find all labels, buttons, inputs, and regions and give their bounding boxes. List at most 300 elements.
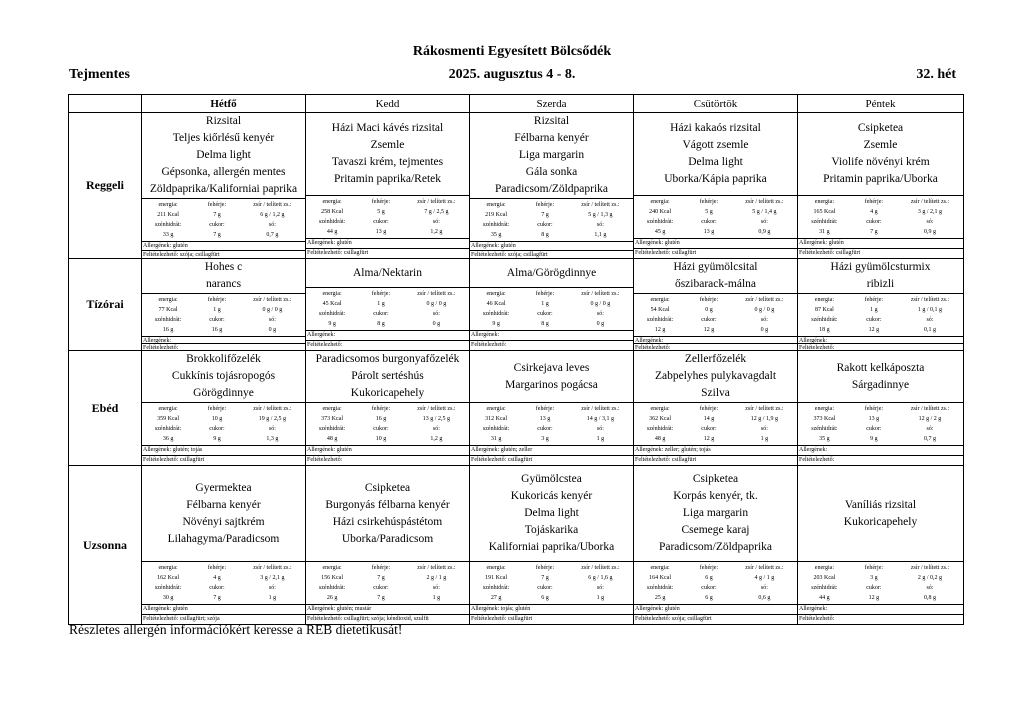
week-number: 32. hét	[916, 67, 956, 82]
nutrition-value: 164 Kcal	[649, 575, 671, 581]
nutrition-value: 1 g	[596, 436, 605, 442]
nutrition-value: cukor:	[866, 585, 882, 591]
nutrition-value: 12 g	[868, 327, 880, 333]
nutrition-value: szénhidrát:	[318, 219, 346, 225]
nutrition-value: 0 g	[705, 307, 713, 313]
allergen-line: Allergének: glutén	[306, 239, 469, 249]
day-header-friday: Péntek	[798, 95, 964, 113]
nutrition-value: zsír / telített zs.:	[253, 202, 292, 208]
nutrition-value: 25 g	[654, 595, 666, 601]
nutrition-value: 7 g	[541, 575, 549, 581]
dish-item: Paradicsom/Zöldpaprika	[494, 183, 609, 195]
nutrition-value: 16 g	[211, 327, 223, 333]
allergen-line: Allergének: glutén	[142, 605, 305, 615]
nutrition-value: fehérje:	[864, 565, 884, 571]
menu-cell	[470, 259, 634, 351]
corner-cell	[69, 95, 142, 113]
nutrition-value: cukor:	[209, 222, 225, 228]
dish-item: Házi csirkehúspástétom	[332, 515, 443, 528]
nutrition-value: só:	[432, 219, 440, 225]
nutrition-value: 0,1 g	[923, 327, 936, 333]
dish-item: Gála sonka	[525, 166, 578, 178]
nutrition-value: 5 g	[377, 209, 385, 215]
menu-cell	[306, 466, 470, 625]
dish-item: Delma light	[688, 156, 743, 168]
nutrition-value: fehérje:	[371, 199, 391, 205]
nutrition-value: 156 Kcal	[321, 575, 343, 581]
nutrition-value: 1 g	[213, 307, 221, 313]
dish-list	[798, 466, 963, 562]
nutrition-value: energia:	[486, 291, 506, 297]
nutrition-value: só:	[596, 222, 604, 228]
dish-item: Cukkínis tojásropogós	[171, 370, 276, 382]
nutrition-value: 0 g / 0 g	[262, 307, 283, 313]
nutrition-block	[470, 562, 633, 605]
nutrition-value: 1 g	[596, 595, 605, 601]
nutrition-value: 0 g	[432, 321, 441, 327]
nutrition-value: fehérje:	[207, 297, 227, 303]
nutrition-value: 0 g	[760, 327, 769, 333]
allergen-line: Allergének: glutén	[798, 239, 963, 249]
dish-item: Csemege karaj	[681, 524, 750, 536]
allergen-line: Allergének: glutén	[634, 605, 797, 615]
nutrition-value: energia:	[814, 565, 834, 571]
meal-name: Ebéd	[69, 351, 142, 466]
nutrition-block	[306, 403, 469, 446]
dish-item: Kukoricapehely	[350, 387, 425, 399]
dish-item: Gyümölcstea	[521, 473, 582, 485]
nutrition-value: 7 g	[377, 595, 385, 601]
nutrition-value: energia:	[814, 406, 834, 412]
nutrition-value: 0,7 g	[266, 232, 279, 238]
dish-item: Liga margarin	[518, 149, 585, 161]
menu-cell	[470, 351, 634, 466]
possible-allergen-line: Feltételezhető:	[799, 457, 835, 463]
dish-item: Hohes c	[204, 261, 243, 273]
nutrition-block	[634, 196, 797, 239]
nutrition-value: 7 g	[213, 595, 221, 601]
nutrition-value: 7 g	[213, 232, 221, 238]
nutrition-value: szénhidrát:	[646, 317, 674, 323]
allergen-line: Allergének: glutén	[306, 446, 469, 456]
nutrition-value: 26 g	[326, 595, 338, 601]
nutrition-value: 46 Kcal	[486, 301, 506, 307]
dish-list	[306, 259, 469, 288]
dish-item: Csipketea	[692, 473, 739, 485]
nutrition-value: 7 g	[541, 212, 549, 218]
nutrition-value: energia:	[158, 406, 178, 412]
nutrition-block	[142, 294, 305, 337]
dish-list	[798, 351, 963, 403]
menu-cell	[142, 259, 306, 351]
dish-list	[634, 259, 797, 294]
nutrition-value: fehérje:	[864, 297, 884, 303]
nutrition-value: szénhidrát:	[646, 585, 674, 591]
possible-allergen-line: Feltételezhető: szója; csillagfürt	[143, 251, 220, 258]
nutrition-value: zsír / telített zs.:	[417, 565, 456, 571]
nutrition-block	[142, 562, 305, 605]
meal-row	[69, 351, 964, 466]
nutrition-value: 13 g	[868, 416, 880, 422]
nutrition-value: fehérje:	[535, 291, 555, 297]
dish-item: Félbarna kenyér	[514, 132, 589, 144]
nutrition-value: 258 Kcal	[321, 209, 343, 215]
dish-list	[634, 113, 797, 196]
nutrition-value: 10 g	[375, 436, 387, 442]
nutrition-value: zsír / telített zs.:	[910, 406, 950, 412]
nutrition-value: 87 Kcal	[814, 307, 834, 313]
nutrition-value: 5 g / 1,3 g	[588, 212, 613, 218]
dish-list	[634, 351, 797, 403]
menu-cell	[798, 259, 964, 351]
nutrition-value: 5 g / 1,4 g	[752, 209, 777, 215]
nutrition-value: 0,9 g	[923, 229, 936, 235]
nutrition-value: energia:	[158, 565, 178, 571]
nutrition-value: 1 g	[377, 301, 385, 307]
nutrition-value: szénhidrát:	[154, 426, 182, 432]
nutrition-value: zsír / telített zs.:	[417, 406, 456, 412]
nutrition-value: só:	[268, 585, 276, 591]
nutrition-value: 44 g	[326, 229, 338, 235]
nutrition-value: 1 g	[541, 301, 549, 307]
dish-item: Tojáskarika	[524, 524, 579, 536]
nutrition-value: szénhidrát:	[318, 585, 346, 591]
nutrition-value: 35 g	[490, 232, 502, 238]
menu-cell	[306, 113, 470, 259]
nutrition-value: szénhidrát:	[811, 585, 838, 591]
allergen-line: Allergének: glutén; tojás	[142, 446, 305, 456]
nutrition-value: 12 g / 1,9 g	[750, 416, 778, 422]
nutrition-value: 240 Kcal	[649, 209, 671, 215]
dish-item: Paradicsomos burgonyafőzelék	[315, 353, 460, 365]
nutrition-value: zsír / telített zs.:	[417, 291, 456, 297]
dish-list	[470, 351, 633, 403]
dish-item: Házi Maci kávés rizsital	[331, 122, 444, 134]
nutrition-value: 36 g	[162, 436, 174, 442]
dish-item: Rizsital	[205, 115, 242, 127]
dish-item: Pritamin paprika/Uborka	[823, 173, 938, 185]
nutrition-value: só:	[432, 426, 440, 432]
nutrition-value: 4 g	[213, 575, 221, 581]
nutrition-value: 7 g	[377, 575, 385, 581]
nutrition-block	[798, 562, 963, 605]
nutrition-value: 9 g	[492, 321, 500, 327]
nutrition-value: cukor:	[373, 219, 389, 225]
possible-allergen-line: Feltételezhető: csillagfürt	[471, 616, 533, 622]
possible-allergen-line: Feltételezhető: szója; csillagfürt	[635, 616, 712, 622]
possible-allergen-line: Feltételezhető: csillagfürt; szója	[143, 616, 220, 622]
nutrition-value: zsír / telített zs.:	[253, 565, 292, 571]
nutrition-value: 12 g	[654, 327, 666, 333]
dish-list	[470, 113, 633, 199]
nutrition-value: cukor:	[209, 426, 225, 432]
nutrition-block	[306, 196, 469, 239]
nutrition-value: 362 Kcal	[649, 416, 671, 422]
menu-cell	[634, 259, 798, 351]
dish-item: Brokkolifőzelék	[186, 353, 261, 365]
possible-allergen-line: Feltételezhető: csillagfürt	[635, 250, 697, 256]
nutrition-value: 12 g	[868, 595, 880, 601]
nutrition-value: só:	[760, 426, 768, 432]
nutrition-value: 1,2 g	[430, 229, 443, 235]
nutrition-value: 12 g	[703, 436, 715, 442]
dish-item: Alma/Görögdinnye	[506, 266, 597, 279]
nutrition-value: só:	[268, 317, 276, 323]
nutrition-value: zsír / telített zs.:	[581, 291, 620, 297]
nutrition-value: 48 g	[654, 436, 666, 442]
dish-item: Pritamin paprika/Retek	[334, 173, 441, 185]
day-header-wednesday: Szerda	[470, 95, 634, 113]
nutrition-value: cukor:	[537, 426, 553, 432]
nutrition-value: cukor:	[373, 311, 389, 317]
nutrition-value: 8 g	[541, 321, 549, 327]
nutrition-value: fehérje:	[699, 199, 719, 205]
nutrition-value: só:	[268, 426, 276, 432]
nutrition-value: 16 g	[375, 416, 387, 422]
nutrition-value: 0,6 g	[758, 595, 771, 601]
allergen-line: Allergének: glutén; mustár	[306, 605, 469, 615]
nutrition-value: 2 g / 0,2 g	[917, 575, 943, 581]
nutrition-value: só:	[596, 585, 604, 591]
nutrition-value: cukor:	[866, 317, 882, 323]
nutrition-value: energia:	[486, 202, 506, 208]
dish-item: Delma light	[196, 149, 251, 161]
dish-list	[142, 466, 305, 562]
nutrition-block	[470, 199, 633, 242]
nutrition-value: szénhidrát:	[482, 426, 510, 432]
allergen-line: Allergének: glutén; zeller	[470, 446, 633, 456]
nutrition-value: 0 g / 0 g	[754, 307, 775, 313]
nutrition-value: 0,7 g	[923, 436, 936, 442]
meal-row	[69, 113, 964, 259]
nutrition-value: 30 g	[162, 595, 174, 601]
nutrition-value: szénhidrát:	[482, 585, 510, 591]
dish-item: Violife növényi krém	[831, 156, 930, 168]
dish-item: Rakott kelkáposzta	[836, 361, 925, 374]
dish-item: Uborka/Paradicsom	[341, 532, 434, 545]
dish-item: Félbarna kenyér	[186, 498, 261, 511]
possible-allergen-line: Feltételezhető:	[799, 616, 835, 622]
possible-allergen-line: Feltételezhető: szója; csillagfürt	[471, 251, 548, 258]
possible-allergen-line: Feltételezhető: csillagfürt	[799, 250, 861, 256]
menu-cell	[142, 113, 306, 259]
dish-list	[142, 351, 305, 403]
nutrition-value: 8 g	[377, 321, 385, 327]
dish-item: Teljes kiőrlésű kenyér	[172, 132, 275, 144]
nutrition-value: 0 g / 0 g	[426, 301, 447, 307]
nutrition-value: 3 g	[870, 575, 878, 581]
nutrition-value: energia:	[322, 406, 342, 412]
nutrition-value: szénhidrát:	[154, 317, 182, 323]
nutrition-value: 359 Kcal	[157, 416, 179, 422]
nutrition-value: só:	[926, 585, 934, 591]
nutrition-block	[634, 294, 797, 337]
dish-item: Házi gyümölcsturmix	[830, 261, 931, 273]
nutrition-value: zsír / telített zs.:	[581, 406, 620, 412]
nutrition-value: cukor:	[701, 219, 717, 225]
dish-item: Paradicsom/Zöldpaprika	[658, 541, 773, 553]
menu-table	[68, 94, 964, 625]
dish-item: Uborka/Kápia paprika	[664, 173, 767, 185]
possible-allergen-line: Feltételezhető: csillagfürt	[307, 250, 369, 256]
menu-cell	[142, 351, 306, 466]
nutrition-value: 165 Kcal	[813, 209, 836, 215]
menu-cell	[798, 351, 964, 466]
footer-note: Részletes allergén információkért keresse a REB dietetikusát!	[69, 622, 403, 637]
dish-list	[470, 466, 633, 562]
nutrition-value: zsír / telített zs.:	[745, 297, 784, 303]
possible-allergen-line: Feltételezhető:	[635, 345, 671, 350]
nutrition-value: 219 Kcal	[485, 212, 507, 218]
nutrition-value: energia:	[814, 297, 834, 303]
allergen-line: Allergének: glutén	[142, 242, 305, 251]
nutrition-value: 1 g / 0,1 g	[917, 307, 943, 313]
nutrition-value: szénhidrát:	[811, 219, 838, 225]
dish-item: Burgonyás félbarna kenyér	[325, 498, 450, 511]
nutrition-value: fehérje:	[864, 199, 884, 205]
nutrition-value: 44 g	[819, 595, 830, 601]
menu-cell	[470, 466, 634, 625]
nutrition-value: 9 g	[213, 436, 221, 442]
nutrition-value: zsír / telített zs.:	[910, 565, 950, 571]
nutrition-value: 14 g / 3,1 g	[586, 416, 614, 422]
dish-item: Zöldpaprika/Kaliforniai paprika	[149, 183, 298, 195]
dish-item: Korpás kenyér, tk.	[673, 490, 758, 502]
nutrition-value: zsír / telített zs.:	[581, 565, 620, 571]
dish-item: narancs	[205, 278, 242, 290]
menu-cell	[634, 113, 798, 259]
nutrition-value: 6 g / 1,6 g	[588, 575, 613, 581]
dish-item: őszibarack-málna	[674, 278, 757, 290]
nutrition-value: 1,1 g	[594, 232, 607, 238]
nutrition-value: 54 Kcal	[650, 307, 670, 313]
nutrition-value: fehérje:	[371, 291, 391, 297]
dish-item: Vágott zsemle	[682, 139, 749, 151]
nutrition-value: 373 Kcal	[321, 416, 343, 422]
nutrition-value: só:	[596, 426, 604, 432]
day-header-thursday: Csütörtök	[634, 95, 798, 113]
nutrition-value: 18 g	[819, 327, 830, 333]
nutrition-value: 1 g	[760, 436, 769, 442]
allergen-line: Allergének:	[306, 331, 469, 341]
nutrition-value: só:	[596, 311, 604, 317]
dish-item: Szilva	[701, 387, 730, 399]
nutrition-value: zsír / telített zs.:	[745, 199, 784, 205]
menu-cell	[798, 466, 964, 625]
nutrition-value: 1 g	[870, 307, 878, 313]
nutrition-value: energia:	[158, 202, 178, 208]
dish-item: Zsemle	[370, 139, 405, 151]
dish-item: Növényi sajtkrém	[182, 515, 265, 528]
nutrition-value: só:	[268, 222, 276, 228]
allergen-line: Allergének:	[798, 337, 963, 344]
dish-item: Delma light	[524, 507, 579, 519]
nutrition-value: só:	[926, 317, 934, 323]
dish-list	[798, 259, 963, 294]
nutrition-value: cukor:	[537, 585, 553, 591]
nutrition-value: cukor:	[701, 585, 717, 591]
nutrition-value: 8 g	[541, 232, 549, 238]
nutrition-value: só:	[760, 219, 768, 225]
nutrition-block	[142, 199, 305, 242]
allergen-line: Allergének: glutén	[634, 239, 797, 249]
nutrition-value: só:	[926, 426, 934, 432]
nutrition-block	[798, 403, 963, 446]
dish-item: Gyermektea	[195, 481, 252, 494]
dish-item: Zabpelyhes pulykavagdalt	[654, 370, 777, 382]
possible-allergen-line: Feltételezhető:	[471, 342, 507, 348]
nutrition-value: 77 Kcal	[158, 307, 178, 313]
dish-item: Kukoricapehely	[843, 515, 918, 528]
nutrition-value: energia:	[650, 199, 670, 205]
nutrition-value: fehérje:	[535, 202, 555, 208]
nutrition-value: energia:	[158, 297, 178, 303]
dish-list	[142, 113, 305, 199]
allergen-line: Allergének: zeller; glutén; tojás	[634, 446, 797, 456]
nutrition-value: 14 g	[703, 416, 715, 422]
nutrition-block	[634, 403, 797, 446]
nutrition-value: só:	[926, 219, 934, 225]
nutrition-value: 16 g	[162, 327, 174, 333]
dish-list	[798, 113, 963, 196]
diet-category: Tejmentes	[69, 67, 130, 82]
nutrition-value: só:	[432, 585, 440, 591]
nutrition-block	[142, 403, 305, 446]
possible-allergen-line: Feltételezhető:	[307, 342, 343, 348]
nutrition-value: 312 Kcal	[485, 416, 507, 422]
day-header-row	[69, 95, 964, 113]
nutrition-value: 0 g	[268, 327, 277, 333]
nutrition-value: fehérje:	[371, 406, 391, 412]
possible-allergen-line: Feltételezhető: csillagfürt	[143, 457, 205, 463]
nutrition-value: zsír / telített zs.:	[417, 199, 456, 205]
possible-allergen-line: Feltételezhető: csillagfürt	[635, 457, 697, 463]
nutrition-value: zsír / telített zs.:	[910, 199, 950, 205]
day-header-monday: Hétfő	[142, 95, 306, 113]
allergen-line: Allergének: tojás; glutén	[470, 605, 633, 615]
dish-list	[306, 113, 469, 196]
meal-name: Reggeli	[69, 113, 142, 259]
date-range: 2025. augusztus 4 - 8.	[448, 67, 576, 82]
day-header-tuesday: Kedd	[306, 95, 470, 113]
possible-allergen-line: Feltételezhető:	[143, 345, 179, 350]
nutrition-value: szénhidrát:	[482, 311, 510, 317]
nutrition-value: 48 g	[326, 436, 338, 442]
nutrition-value: 6 g	[705, 575, 713, 581]
nutrition-value: szénhidrát:	[318, 426, 346, 432]
nutrition-value: 13 g	[539, 416, 551, 422]
nutrition-value: szénhidrát:	[811, 317, 838, 323]
dish-item: Csipketea	[364, 481, 411, 494]
nutrition-value: cukor:	[209, 585, 225, 591]
menu-cell	[634, 466, 798, 625]
nutrition-value: cukor:	[701, 426, 717, 432]
nutrition-value: szénhidrát:	[646, 426, 674, 432]
dish-item: Csirkejava leves	[513, 361, 590, 374]
nutrition-value: szénhidrát:	[646, 219, 674, 225]
nutrition-block	[798, 196, 963, 239]
nutrition-value: 10 g	[211, 416, 223, 422]
nutrition-value: fehérje:	[207, 202, 227, 208]
dish-list	[470, 259, 633, 288]
dish-item: Sárgadinnye	[851, 378, 910, 391]
menu-cell	[306, 351, 470, 466]
nutrition-value: cukor:	[537, 311, 553, 317]
page-title: Rákosmenti Egyesített Bölcsődék	[412, 44, 612, 59]
nutrition-value: 2 g / 1 g	[426, 575, 447, 581]
nutrition-value: zsír / telített zs.:	[745, 565, 784, 571]
allergen-line: Allergének:	[634, 337, 797, 344]
